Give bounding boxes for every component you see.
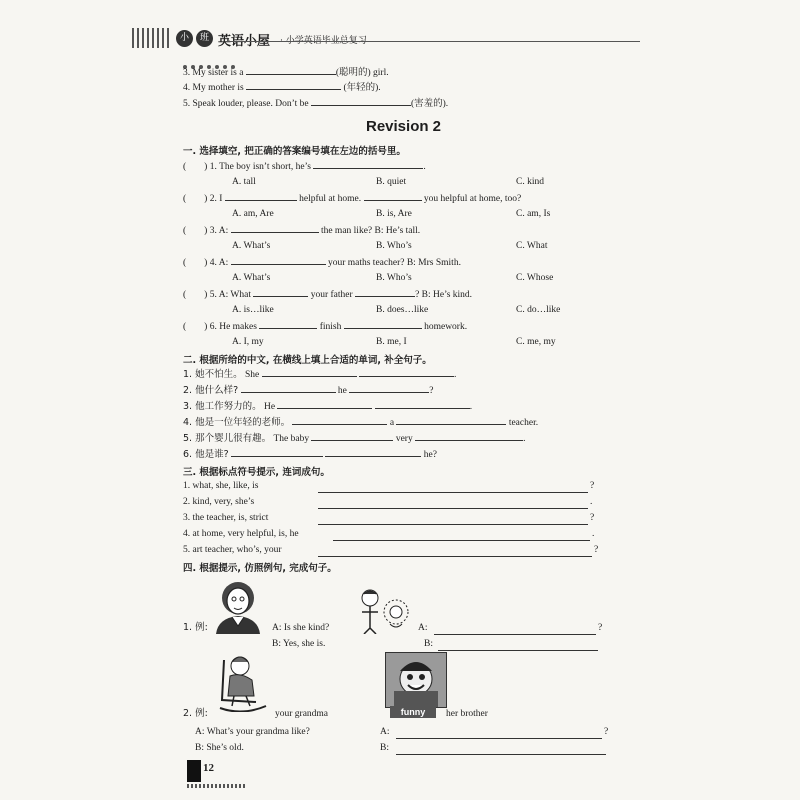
example-2-line-a-tail: ? [604, 727, 609, 737]
example-2-answer: B: She’s old. [195, 743, 244, 753]
section2-heading: 二. 根据所给的中文, 在横线上填上合适的单词, 补全句子。 [183, 355, 432, 366]
continued-item-5: 5. Speak louder, please. Don’t be (害羞的). [183, 99, 449, 109]
header-subtitle: · 小学英语毕业总复习 [280, 36, 367, 46]
reorder-line-1 [318, 484, 588, 493]
section1-heading: 一. 选择填空, 把正确的答案编号填在左边的括号里。 [183, 146, 406, 157]
reorder-line-5 [318, 548, 592, 557]
example-2-line-b [396, 746, 606, 755]
reorder-item-2: 2. kind, very, she’s [183, 497, 255, 507]
continued-item-4: 4. My mother is (年轻的). [183, 83, 381, 93]
example-2-label: 2. 例: [183, 708, 208, 719]
reorder-line-2 [318, 500, 588, 509]
reorder-tail-2: . [590, 497, 593, 507]
translate-item-6: 6. 他是谁? he? [183, 449, 437, 460]
header-stripes [132, 28, 172, 48]
reorder-item-5: 5. art teacher, who’s, your [183, 545, 282, 555]
question-4-options: A. What’s B. Who’s C. Whose [232, 273, 554, 283]
funny-label-badge: funny [390, 706, 436, 718]
footer-stripes [187, 784, 247, 788]
reorder-line-3 [318, 516, 588, 525]
example-1-reply-b-label: B: [424, 639, 433, 649]
brand-name: 英语小屋 [218, 34, 271, 49]
section3-heading: 三. 根据标点符号提示, 连词成句。 [183, 467, 330, 478]
reorder-tail-3: ? [590, 513, 595, 523]
section4-heading: 四. 根据提示, 仿照例句, 完成句子。 [183, 563, 337, 574]
example-1-line-a-tail: ? [598, 623, 603, 633]
man-child-illustration [350, 588, 416, 634]
example-2-reply-a-label: A: [380, 727, 390, 737]
grandma-rocking-chair-illustration [212, 650, 272, 712]
example-2-word-2: her brother [446, 709, 488, 719]
example-2-reply-b-label: B: [380, 743, 389, 753]
example-2-line-a [396, 730, 602, 739]
question-1-options: A. tall B. quiet C. kind [232, 177, 544, 187]
example-1-answer: B: Yes, she is. [272, 639, 326, 649]
example-1-question: A: Is she kind? [272, 623, 330, 633]
funny-boy-illustration [385, 652, 447, 708]
brand-badge-1: 小 [176, 30, 193, 47]
example-2-word-1: your grandma [275, 709, 329, 719]
example-1-label: 1. 例: [183, 622, 208, 633]
reorder-line-4 [333, 532, 590, 541]
brand-badge-2: 班 [196, 30, 213, 47]
translate-item-4: 4. 他是一位年轻的老师。 a teacher. [183, 417, 539, 428]
question-5: ( ) 5. A: What your father ? B: He’s kind. [183, 290, 473, 300]
question-6: ( ) 6. He makes finish homework. [183, 322, 468, 332]
boy-face-icon [386, 653, 446, 707]
example-1-reply-a-label: A: [418, 623, 428, 633]
reorder-item-4: 4. at home, very helpful, is, he [183, 529, 299, 539]
reorder-tail-4: . [592, 529, 595, 539]
question-1: ( ) 1. The boy isn’t short, he’s . [183, 162, 426, 172]
translate-item-1: 1. 她不怕生。 She . [183, 369, 457, 380]
example-1-line-a [434, 626, 596, 635]
page-number: 12 [203, 762, 214, 774]
question-3-options: A. What’s B. Who’s C. What [232, 241, 548, 251]
header-rule [225, 41, 640, 42]
question-2: ( ) 2. I helpful at home. you helpful at home, too? [183, 194, 522, 204]
translate-item-3: 3. 他工作努力的。 He . [183, 401, 473, 412]
question-5-options: A. is…like B. does…like C. do…like [232, 305, 561, 315]
example-1-line-b [438, 642, 598, 651]
question-4: ( ) 4. A: your maths teacher? B: Mrs Smith. [183, 258, 461, 268]
page-title: Revision 2 [366, 118, 442, 135]
continued-item-3: 3. My sister is a (聪明的) girl. [183, 68, 389, 78]
reorder-tail-5: ? [594, 545, 599, 555]
reorder-item-1: 1. what, she, like, is [183, 481, 259, 491]
reorder-item-3: 3. the teacher, is, strict [183, 513, 269, 523]
example-2-question: A: What’s your grandma like? [195, 727, 310, 737]
translate-item-2: 2. 他什么样? he ? [183, 385, 434, 396]
reorder-tail-1: ? [590, 481, 595, 491]
page-number-marker [187, 760, 201, 782]
question-3: ( ) 3. A: the man like? B: He’s tall. [183, 226, 421, 236]
translate-item-5: 5. 那个婴儿很有趣。 The baby very . [183, 433, 526, 444]
woman-portrait-illustration [210, 578, 266, 634]
question-6-options: A. I, my B. me, I C. me, my [232, 337, 556, 347]
question-2-options: A. am, Are B. is, Are C. am, Is [232, 209, 551, 219]
